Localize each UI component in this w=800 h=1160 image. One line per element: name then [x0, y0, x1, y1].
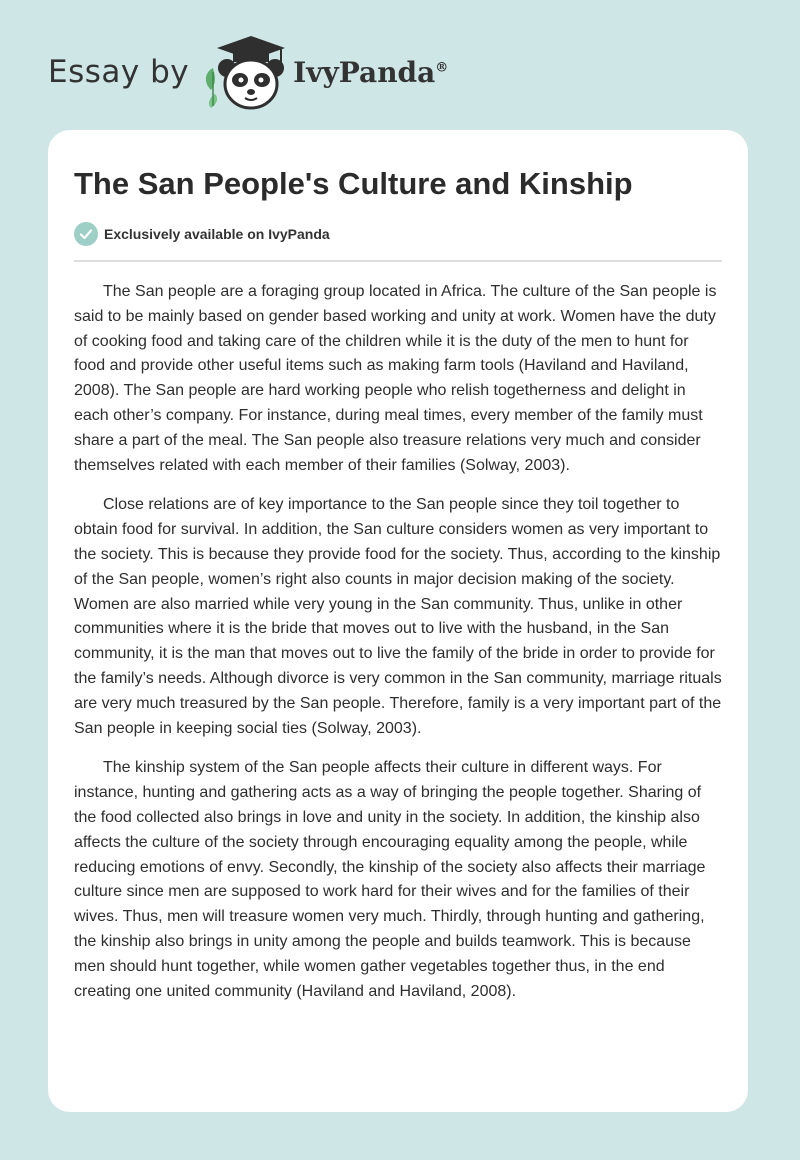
registered-mark: ®: [435, 60, 449, 76]
essay-by-label: Essay by: [48, 54, 190, 90]
essay-body: [74, 280, 724, 1019]
exclusive-label: Exclusively available on IvyPanda: [104, 226, 330, 242]
leaf-icon: [206, 68, 217, 108]
brand-name: IvyPanda®: [293, 55, 449, 89]
essay-card: [48, 130, 748, 1112]
exclusive-badge: [74, 222, 330, 246]
paragraph: Close relations are of key importance to the San people since they toil together to obtain food for survival. In addition, the San culture considers women as very important to the society. This is because they provide food for the society. Thus, according to the kinship of the San people, women’s right also counts in major decision making of the society. Women are also married while very young in the San community. Thus, unlike in other communities where it is the bride that moves out to live with the husband, in the San community, it is the man that moves out to live the family of the bride in order to provide for the family’s needs. Although divorce is very common in the San community, marriage rituals are very much treasured by the San people. Therefore, family is a very important part of the San people in keeping social ties (Solway, 2003).: [74, 496, 722, 737]
panda-graduation-cap-icon: [201, 32, 289, 112]
check-circle-icon: [74, 222, 98, 246]
paragraph: The San people are a foraging group located in Africa. The culture of the San people is said to be mainly based on gender based working and unity at work. Women have the duty of cooking food and taking care of the children while it is the duty of the men to hunt for food and provide other useful items such as making farm tools (Haviland and Haviland, 2008). The San people are hard working people who relish togetherness and delight in each other’s company. For instance, during meal times, every member of the family must share a part of the meal. The San people also treasure relations very much and consider themselves related with each member of their families (Solway, 2003).: [74, 283, 717, 474]
divider: [74, 260, 722, 262]
site-header: [48, 32, 448, 112]
paragraph: The kinship system of the San people affects their culture in different ways. For instance, hunting and gathering acts as a way of bringing the people together. Sharing of the food collected also brings in love and unity in the society. In addition, the kinship also affects the culture of the society through encouraging equality among the people, while reducing emotions of envy. Secondly, the kinship of the society also affects their marriage culture since men are supposed to work hard for their wives and for the families of their wives. Thus, men will treasure women very much. Thirdly, through hunting and gathering, the kinship also brings in unity among the people and builds teamwork. This is because men should hunt together, while women gather vegetables together thus, in the end creating one united community (Haviland and Haviland, 2008).: [74, 759, 706, 1000]
page-title: The San People's Culture and Kinship: [74, 166, 633, 201]
ivypanda-logo[interactable]: [201, 32, 448, 112]
